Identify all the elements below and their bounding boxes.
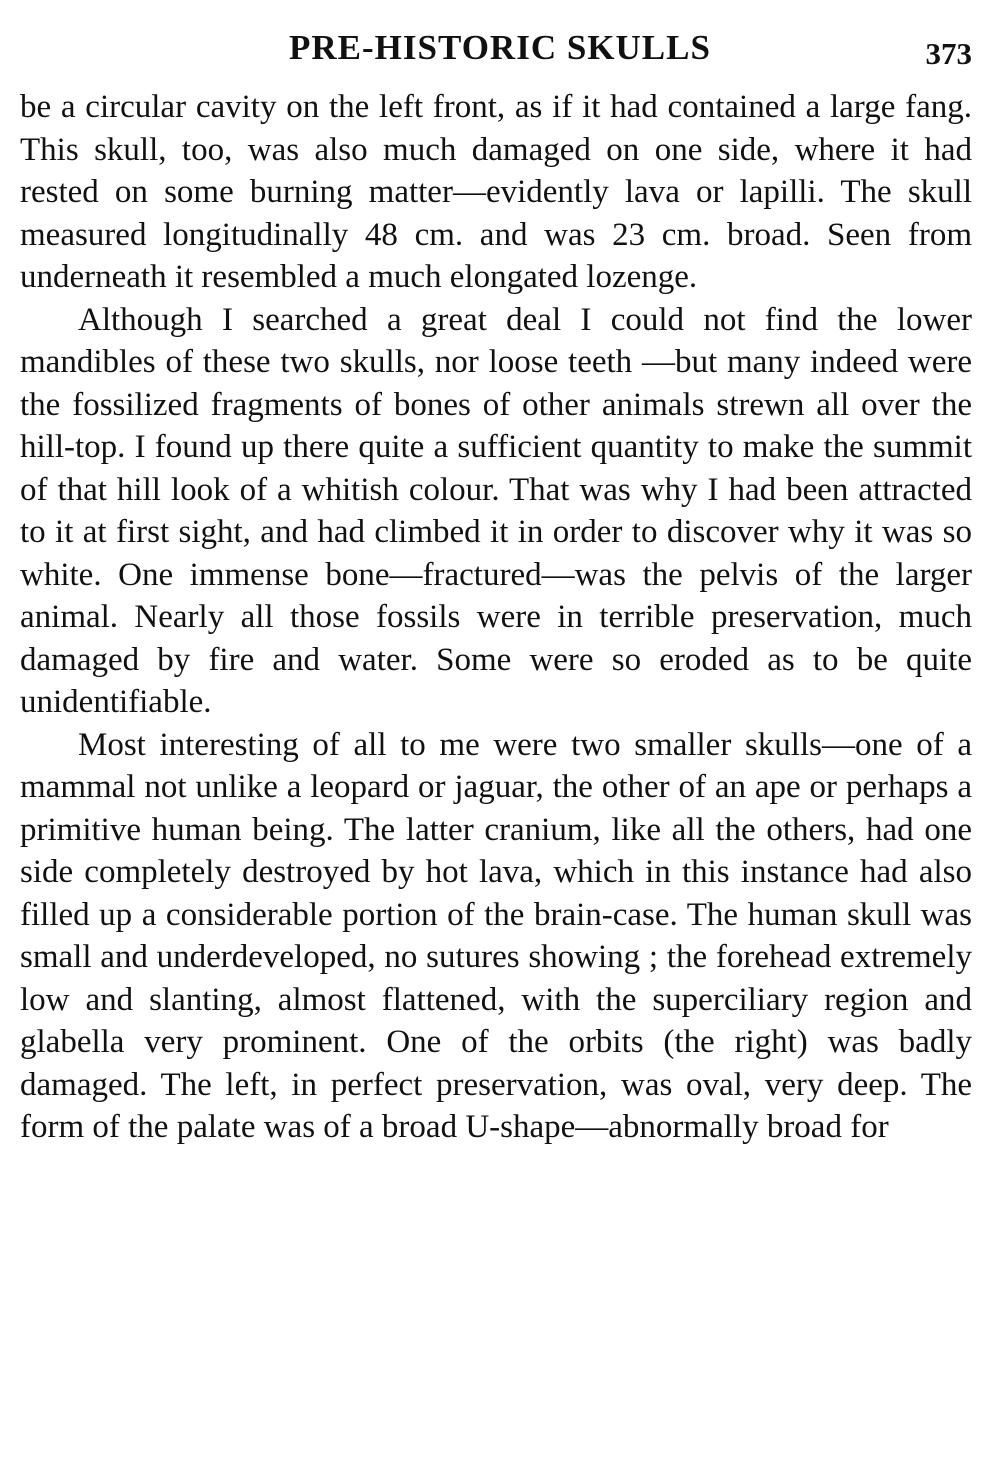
paragraph-continued: be a circular cavity on the left front, as if it had contained a large fang. This skull, too, was also much damaged on one side, where it had rested on some burning matter—evidently lava or lapilli. The skull measured longitudinally 48 cm. and was 23 cm. broad. Seen from underneath it resembled a much elongated lozenge. — [20, 89, 972, 295]
page-number: 373 — [925, 36, 972, 71]
body-text — [20, 86, 972, 1149]
chapter-title: PRE-HISTORIC SKULLS — [289, 28, 711, 67]
paragraph-fossils: Although I searched a great deal I could not find the lower mandibles of these two skulls, nor loose teeth —but many indeed were the fossilized fragments of bones of other animals strewn all over the hill-top. I found up there quite a sufficient quantity to make the summit of that hill look of a whitish colour. That was why I had been attracted to it at first sight, and had climbed it in order to discover why it was so white. One immense bone—fractured—was the pelvis of the larger animal. Nearly all those fossils were in terrible preservation, much damaged by fire and water. Some were so eroded as to be quite unidentifiable. — [20, 301, 972, 720]
paragraph-smaller-skulls: Most interesting of all to me were two smaller skulls—one of a mammal not unlike a leopard or jaguar, the other of an ape or perhaps a primitive human being. The latter cranium, like all the others, had one side completely destroyed by hot lava, which in this instance had also filled up a considerable portion of the brain-case. The human skull was small and underdeveloped, no sutures showing ; the forehead extremely low and slanting, almost flattened, with the superciliary region and glabella very prominent. One of the orbits (the right) was badly damaged. The left, in perfect preservation, was oval, very deep. The form of the palate was of a broad U-shape—abnormally broad for — [20, 726, 972, 1145]
running-header — [0, 26, 1000, 76]
